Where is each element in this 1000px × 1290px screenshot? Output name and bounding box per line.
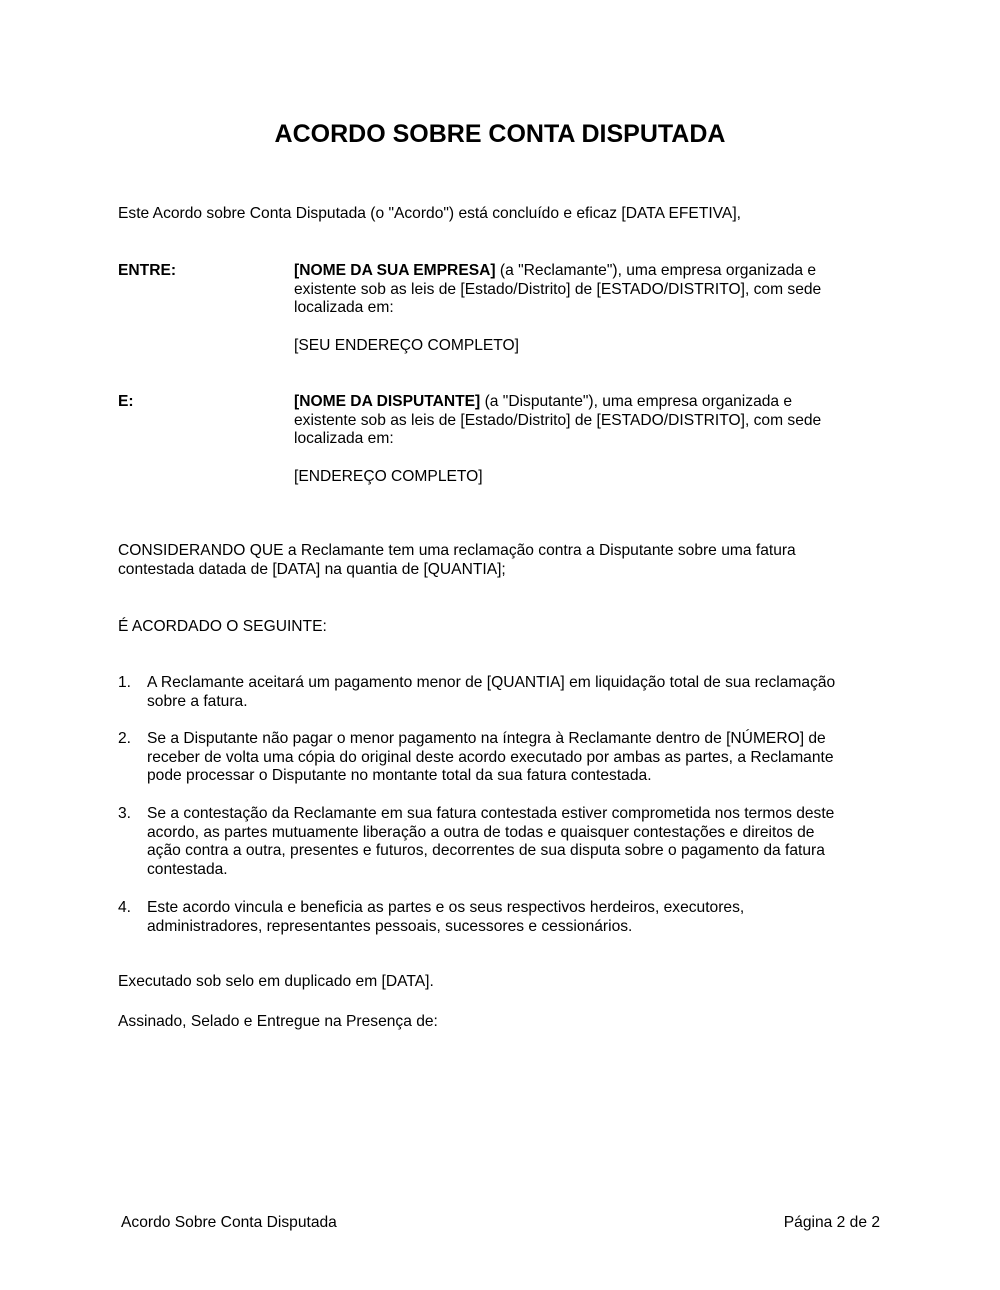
clause-line: contestada. xyxy=(147,861,228,879)
clause-text xyxy=(147,899,892,936)
clause-line: receber de volta uma cópia do original deste acordo executado por ambas as partes, a Reclamante xyxy=(147,748,834,766)
party-label-between: ENTRE: xyxy=(118,262,177,279)
clause-text xyxy=(147,730,892,786)
party-claimant-line2: existente sob as leis de [Estado/Distrito] de [ESTADO/DISTRITO], com sede xyxy=(294,280,822,298)
party-disputant-line3: localizada em: xyxy=(294,430,394,448)
party-claimant-description xyxy=(294,262,874,318)
whereas-line2: contestada datada de [DATA] na quantia de [QUANTIA]; xyxy=(118,560,506,578)
clause-number: 4. xyxy=(118,899,132,916)
clause-number: 1. xyxy=(118,674,132,691)
agreed-heading: É ACORDADO O SEGUINTE: xyxy=(118,618,327,635)
whereas-paragraph xyxy=(118,542,888,579)
party-claimant-line1 xyxy=(294,262,874,281)
clause-line: ação contra a outra, presentes e futuros, decorrentes de sua disputa sobre o pagamento da fatura xyxy=(147,842,825,860)
clause-line: sobre a fatura. xyxy=(147,692,248,710)
clause-text xyxy=(147,674,892,711)
party-disputant-description xyxy=(294,393,874,449)
party-disputant-line1 xyxy=(294,393,874,412)
signed-statement: Assinado, Selado e Entregue na Presença de: xyxy=(118,1013,438,1030)
clause-line: Este acordo vincula e beneficia as partes e os seus respectivos herdeiros, executores, xyxy=(147,899,745,916)
clause-line: acordo, as partes mutuamente liberação a outra de todas e quaisquer contestações e direitos de xyxy=(147,823,815,841)
whereas-line1: CONSIDERANDO QUE a Reclamante tem uma reclamação contra a Disputante sobre uma fatura xyxy=(118,542,796,559)
clause-line: pode processar o Disputante no montante total da sua fatura contestada. xyxy=(147,767,652,785)
intro-paragraph: Este Acordo sobre Conta Disputada (o "Acordo") está concluído e eficaz [DATA EFETIVA], xyxy=(118,205,741,222)
party-disputant-line2: existente sob as leis de [Estado/Distrito] de [ESTADO/DISTRITO], com sede xyxy=(294,411,822,429)
clause-line: A Reclamante aceitará um pagamento menor de [QUANTIA] em liquidação total de sua reclamação xyxy=(147,674,836,691)
party-label-and: E: xyxy=(118,393,134,410)
party-claimant-name: [NOME DA SUA EMPRESA] xyxy=(294,262,496,279)
footer-document-name: Acordo Sobre Conta Disputada xyxy=(121,1214,337,1231)
clause-line: administradores, representantes pessoais, sucessores e cessionários. xyxy=(147,917,633,935)
clause-number: 3. xyxy=(118,805,132,822)
party-disputant-address: [ENDEREÇO COMPLETO] xyxy=(294,468,483,485)
footer-page-indicator: Página 2 de 2 xyxy=(783,1214,880,1231)
clause-text xyxy=(147,805,892,880)
party-disputant-name: [NOME DA DISPUTANTE] xyxy=(294,393,481,410)
party-claimant-address: [SEU ENDEREÇO COMPLETO] xyxy=(294,337,519,354)
party-claimant-line3: localizada em: xyxy=(294,299,394,317)
executed-statement: Executado sob selo em duplicado em [DATA]. xyxy=(118,973,434,990)
document-title: ACORDO SOBRE CONTA DISPUTADA xyxy=(274,120,726,148)
party-disputant-role: (a "Disputante"), uma empresa organizada e xyxy=(480,393,793,410)
clause-number: 2. xyxy=(118,730,132,747)
clause-line: Se a Disputante não pagar o menor pagamento na íntegra à Reclamante dentro de [NÚMERO] de xyxy=(147,730,826,747)
party-claimant-role: (a "Reclamante"), uma empresa organizada e xyxy=(495,262,817,279)
clause-line: Se a contestação da Reclamante em sua fatura contestada estiver comprometida nos termos deste xyxy=(147,805,835,822)
